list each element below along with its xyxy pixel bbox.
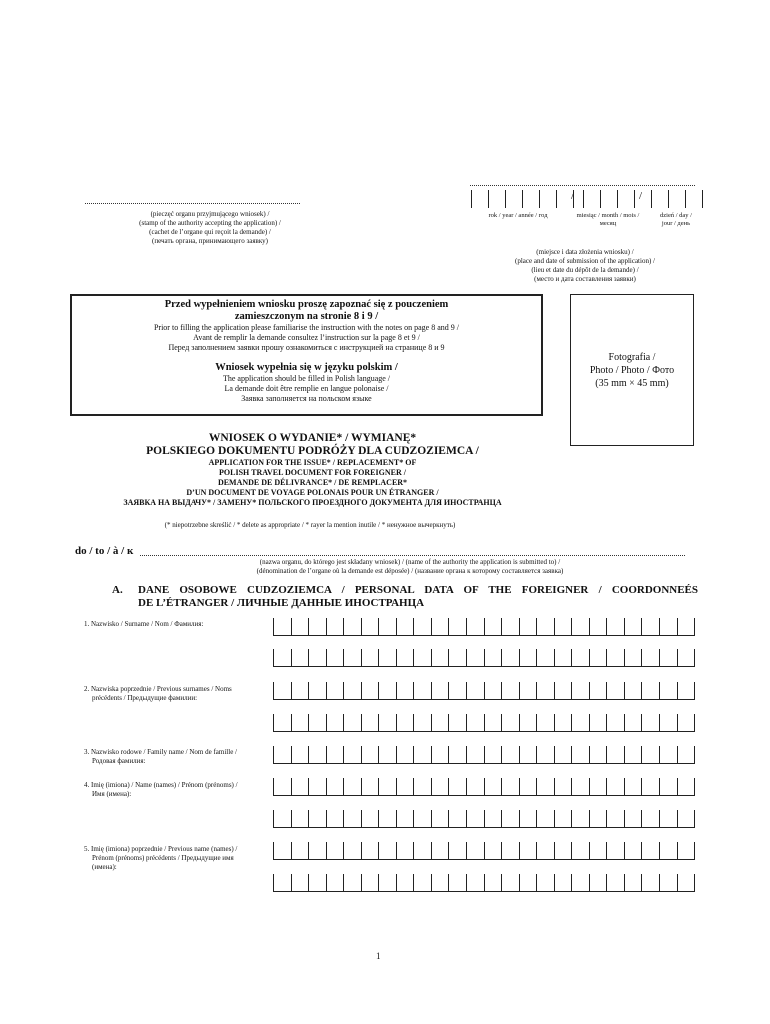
char-box[interactable] [308,842,326,860]
char-box[interactable] [501,714,519,732]
title-fr-1: DEMANDE DE DÉLIVRANCE* / DE REMPLACER* [217,478,408,487]
stamp-caption [90,210,330,246]
char-box[interactable] [624,618,642,636]
char-box[interactable] [641,618,659,636]
char-box[interactable] [343,746,361,764]
form-title [60,432,565,508]
char-box[interactable] [396,874,414,892]
char-box[interactable] [519,746,537,764]
char-box[interactable] [326,682,344,700]
char-box[interactable] [624,874,642,892]
char-box[interactable] [484,874,502,892]
char-box[interactable] [624,682,642,700]
char-box[interactable] [624,778,642,796]
previous-names-label-1: 5. Imię (imiona) poprzednie / Previous name (names) / [84,845,238,853]
char-box[interactable] [624,842,642,860]
instruction-fr: Avant de remplir la demande consultez l’instruction sur la page 8 et 9 / [193,333,420,342]
char-box[interactable] [431,682,449,700]
char-box[interactable] [641,842,659,860]
char-box[interactable] [536,618,554,636]
char-box[interactable] [589,874,607,892]
char-box[interactable] [396,842,414,860]
char-box[interactable] [431,810,449,828]
char-box[interactable] [677,810,696,828]
photo-label-multi: Photo / Photo / Фото [589,364,675,376]
surname-label [84,620,274,629]
char-box[interactable] [641,810,659,828]
title-en-1: APPLICATION FOR THE ISSUE* / REPLACEMENT* OF [208,458,417,467]
addressee-caption-2: (dénomination de l’organe où la demande est déposée) / (название органа к которому составляется заявка) [256,567,564,575]
char-box[interactable] [589,778,607,796]
char-box[interactable] [536,874,554,892]
previous-names-label [84,845,274,872]
family-name-label-1: 3. Nazwisko rodowe / Family name / Nom de famille / [84,748,237,756]
char-box[interactable] [466,649,484,667]
instruction-en: Prior to filling the application please familiarise the instruction with the notes on page 8 and 9 / [153,323,460,332]
char-box[interactable] [448,618,466,636]
previous-names-boxes-row2[interactable] [273,874,695,892]
char-box[interactable] [571,778,589,796]
surname-label-text: 1. Nazwisko / Surname / Nom / Фамилия: [84,620,204,628]
char-box[interactable] [659,842,677,860]
char-box[interactable] [571,810,589,828]
char-box[interactable] [378,649,396,667]
char-box[interactable] [659,618,677,636]
char-box[interactable] [326,618,344,636]
char-box[interactable] [484,746,502,764]
char-box[interactable] [484,778,502,796]
char-box[interactable] [448,649,466,667]
char-box[interactable] [308,714,326,732]
addressee-prefix: do / to / à / к [75,545,134,557]
char-box[interactable] [413,874,431,892]
char-box[interactable] [343,874,361,892]
char-box[interactable] [413,649,431,667]
char-box[interactable] [659,746,677,764]
char-box[interactable] [326,842,344,860]
char-box[interactable] [273,746,291,764]
char-box[interactable] [677,714,696,732]
char-box[interactable] [308,618,326,636]
char-box[interactable] [273,714,291,732]
char-box[interactable] [413,778,431,796]
date-separator: / [639,190,643,202]
char-box[interactable] [659,874,677,892]
char-box[interactable] [466,778,484,796]
char-box[interactable] [659,682,677,700]
char-box[interactable] [554,714,572,732]
month-label: miesiąc / month / mois / месяц [576,212,640,227]
char-box[interactable] [466,746,484,764]
char-box[interactable] [413,682,431,700]
char-box[interactable] [571,649,589,667]
language-heading: Wniosek wypełnia się w języku polskim / [215,362,398,373]
submission-caption-en: (place and date of submission of the application) / [515,257,655,265]
char-box[interactable] [361,810,379,828]
surname-boxes-row2[interactable] [273,649,695,667]
char-box[interactable] [343,714,361,732]
char-box[interactable] [361,746,379,764]
char-box[interactable] [606,618,624,636]
char-box[interactable] [677,746,696,764]
char-box[interactable] [273,682,291,700]
char-box[interactable] [677,618,696,636]
char-box[interactable] [378,810,396,828]
char-box[interactable] [308,778,326,796]
char-box[interactable] [273,618,291,636]
instruction-ru: Перед заполнением заявки прошу ознакомиться с инструкцией на странице 8 и 9 [168,343,445,352]
char-box[interactable] [361,874,379,892]
char-box[interactable] [361,618,379,636]
date-separator: / [571,190,575,202]
char-box[interactable] [589,618,607,636]
char-box[interactable] [484,682,502,700]
char-box[interactable] [606,874,624,892]
language-fr: La demande doit être remplie en langue polonaise / [224,384,389,393]
char-box[interactable] [571,746,589,764]
language-en: The application should be filled in Polish language / [222,374,391,383]
day-label: dzień / day / jour / день [660,212,692,227]
previous-names-label-2: Prénom (prénoms) précédents / Предыдущие имя [92,854,234,862]
char-box[interactable] [448,874,466,892]
char-box[interactable] [431,778,449,796]
char-box[interactable] [361,778,379,796]
char-box[interactable] [501,746,519,764]
char-box[interactable] [536,649,554,667]
char-box[interactable] [308,874,326,892]
instruction-box [70,294,543,416]
place-line [470,185,695,186]
char-box[interactable] [466,842,484,860]
char-box[interactable] [361,714,379,732]
char-box[interactable] [484,618,502,636]
char-box[interactable] [291,842,309,860]
char-box[interactable] [536,682,554,700]
char-box[interactable] [326,778,344,796]
asterisk-note: (* niepotrzebne skreślić / * delete as appropriate / * rayer la mention inutile / * ненужное вычеркнуть) [164,521,456,529]
char-box[interactable] [396,618,414,636]
char-box[interactable] [536,778,554,796]
char-box[interactable] [571,874,589,892]
char-box[interactable] [641,874,659,892]
section-letter: A. [112,584,123,596]
char-box[interactable] [466,682,484,700]
char-box[interactable] [466,874,484,892]
char-box[interactable] [589,682,607,700]
stamp-caption-pl: (pieczęć organu przyjmującego wniosek) / [150,210,270,218]
char-box[interactable] [413,810,431,828]
char-box[interactable] [501,778,519,796]
char-box[interactable] [554,842,572,860]
page-number: 1 [376,951,381,961]
char-box[interactable] [273,649,291,667]
char-box[interactable] [291,682,309,700]
previous-surnames-label [84,685,274,703]
first-name-label [84,781,274,799]
char-box[interactable] [448,778,466,796]
char-box[interactable] [343,778,361,796]
char-box[interactable] [484,714,502,732]
title-ru: ЗАЯВКА НА ВЫДАЧУ* / ЗАМЕНУ* ПОЛЬСКОГО ПРОЕЗДНОГО ДОКУМЕНТА ДЛЯ ИНОСТРАНЦА [123,498,502,507]
first-name-label-2: Имя (имена): [92,790,132,798]
char-box[interactable] [519,714,537,732]
char-box[interactable] [554,618,572,636]
char-box[interactable] [291,778,309,796]
char-box[interactable] [624,746,642,764]
char-box[interactable] [343,842,361,860]
char-box[interactable] [536,714,554,732]
char-box[interactable] [326,714,344,732]
char-box[interactable] [589,714,607,732]
char-box[interactable] [431,842,449,860]
submission-caption [480,248,690,284]
char-box[interactable] [589,649,607,667]
char-box[interactable] [554,682,572,700]
char-box[interactable] [361,842,379,860]
char-box[interactable] [396,649,414,667]
char-box[interactable] [536,842,554,860]
char-box[interactable] [308,746,326,764]
char-box[interactable] [571,714,589,732]
char-box[interactable] [606,746,624,764]
char-box[interactable] [554,810,572,828]
char-box[interactable] [361,649,379,667]
char-box[interactable] [641,714,659,732]
char-box[interactable] [413,714,431,732]
stamp-caption-fr: (cachet de l’organe qui reçoit la demande) / [149,228,271,236]
char-box[interactable] [273,874,291,892]
char-box[interactable] [273,810,291,828]
char-box[interactable] [413,618,431,636]
section-title-1: DANE OSOBOWE CUDZOZIEMCA / PERSONAL DATA OF THE FOREIGNER / COORDONNEÉS [138,584,698,596]
year-label: rok / year / année / год [488,212,548,219]
char-box[interactable] [431,649,449,667]
char-box[interactable] [448,810,466,828]
char-box[interactable] [501,842,519,860]
char-box[interactable] [431,874,449,892]
char-box[interactable] [378,842,396,860]
family-name-label [84,748,274,766]
first-name-boxes-row1[interactable] [273,778,695,796]
char-box[interactable] [484,810,502,828]
previous-surnames-boxes-row1[interactable] [273,682,695,700]
char-box[interactable] [501,649,519,667]
char-box[interactable] [606,810,624,828]
char-box[interactable] [291,618,309,636]
char-box[interactable] [641,746,659,764]
char-box[interactable] [519,874,537,892]
char-box[interactable] [554,746,572,764]
title-pl-1: WNIOSEK O WYDANIE* / WYMIANĘ* [208,432,417,444]
char-box[interactable] [677,682,696,700]
char-box[interactable] [571,682,589,700]
stamp-caption-en: (stamp of the authority accepting the application) / [139,219,281,227]
char-box[interactable] [536,746,554,764]
char-box[interactable] [273,842,291,860]
char-box[interactable] [659,649,677,667]
char-box[interactable] [326,810,344,828]
addressee-caption [180,558,640,576]
char-box[interactable] [378,618,396,636]
previous-surnames-label-2: précédents / Предыдущие фамилии: [92,694,198,702]
stamp-caption-ru: (печать органа, принимающего заявку) [152,237,268,245]
char-box[interactable] [273,778,291,796]
char-box[interactable] [291,714,309,732]
char-box[interactable] [641,649,659,667]
addressee-field[interactable] [140,555,685,556]
char-box[interactable] [343,810,361,828]
char-box[interactable] [448,714,466,732]
char-box[interactable] [519,778,537,796]
char-box[interactable] [308,649,326,667]
char-box[interactable] [571,618,589,636]
char-box[interactable] [291,874,309,892]
char-box[interactable] [641,778,659,796]
char-box[interactable] [606,842,624,860]
char-box[interactable] [378,682,396,700]
char-box[interactable] [677,649,696,667]
char-box[interactable] [431,618,449,636]
char-box[interactable] [466,618,484,636]
char-box[interactable] [677,874,696,892]
char-box[interactable] [431,714,449,732]
day-boxes[interactable] [651,190,703,208]
char-box[interactable] [378,714,396,732]
char-box[interactable] [484,842,502,860]
title-en-2: POLISH TRAVEL DOCUMENT FOR FOREIGNER / [219,468,406,477]
char-box[interactable] [378,746,396,764]
char-box[interactable] [554,778,572,796]
char-box[interactable] [624,649,642,667]
char-box[interactable] [413,842,431,860]
char-box[interactable] [448,682,466,700]
char-box[interactable] [396,810,414,828]
char-box[interactable] [606,682,624,700]
char-box[interactable] [519,810,537,828]
char-box[interactable] [291,649,309,667]
char-box[interactable] [361,682,379,700]
char-box[interactable] [343,682,361,700]
char-box[interactable] [624,714,642,732]
char-box[interactable] [396,714,414,732]
first-name-boxes-row2[interactable] [273,810,695,828]
char-box[interactable] [677,842,696,860]
char-box[interactable] [448,746,466,764]
char-box[interactable] [519,682,537,700]
char-box[interactable] [519,842,537,860]
char-box[interactable] [519,618,537,636]
char-box[interactable] [554,649,572,667]
char-box[interactable] [396,746,414,764]
char-box[interactable] [343,618,361,636]
char-box[interactable] [501,874,519,892]
previous-surnames-boxes-row2[interactable] [273,714,695,732]
char-box[interactable] [326,649,344,667]
char-box[interactable] [484,649,502,667]
previous-names-label-3: (имена): [92,863,117,871]
char-box[interactable] [326,874,344,892]
char-box[interactable] [589,746,607,764]
char-box[interactable] [291,746,309,764]
char-box[interactable] [466,810,484,828]
char-box[interactable] [624,810,642,828]
char-box[interactable] [589,810,607,828]
photo-size: (35 mm × 45 mm) [595,377,669,389]
instruction-heading-cont: zamieszczonym na stronie 8 i 9 / [234,311,379,322]
year-boxes[interactable] [471,190,574,208]
char-box[interactable] [326,746,344,764]
first-name-label-1: 4. Imię (imiona) / Name (names) / Prénom (prénoms) / [84,781,238,789]
stamp-line [85,203,300,204]
char-box[interactable] [378,778,396,796]
char-box[interactable] [606,778,624,796]
section-title-2: DE L’ÉTRANGER / ЛИЧНЫЕ ДАННЫЕ ИНОСТРАНЦА [138,597,425,609]
char-box[interactable] [659,714,677,732]
char-box[interactable] [589,842,607,860]
char-box[interactable] [378,874,396,892]
instruction-heading: Przed wypełnieniem wniosku proszę zapoznać się z pouczeniem [164,299,449,310]
title-pl-2: POLSKIEGO DOKUMENTU PODRÓŻY DLA CUDZOZIEMCA / [146,445,479,457]
char-box[interactable] [519,649,537,667]
family-name-label-2: Родовая фамилия: [92,757,146,765]
char-box[interactable] [554,874,572,892]
char-box[interactable] [413,746,431,764]
char-box[interactable] [659,778,677,796]
char-box[interactable] [396,682,414,700]
surname-boxes-row1[interactable] [273,618,695,636]
char-box[interactable] [308,810,326,828]
char-box[interactable] [677,778,696,796]
char-box[interactable] [396,778,414,796]
photo-label-pl: Fotografia / [608,351,656,363]
photo-box [570,294,694,446]
char-box[interactable] [571,842,589,860]
char-box[interactable] [501,810,519,828]
char-box[interactable] [606,649,624,667]
submission-caption-pl: (miejsce i data złożenia wniosku) / [536,248,634,256]
submission-caption-fr: (lieu et date du dépôt de la demande) / [531,266,639,274]
char-box[interactable] [501,618,519,636]
language-ru: Заявка заполняется на польском языке [241,394,372,403]
char-box[interactable] [641,682,659,700]
char-box[interactable] [606,714,624,732]
char-box[interactable] [343,649,361,667]
family-name-boxes[interactable] [273,746,695,764]
char-box[interactable] [308,682,326,700]
previous-names-boxes-row1[interactable] [273,842,695,860]
previous-surnames-label-1: 2. Nazwiska poprzednie / Previous surnames / Noms [84,685,232,693]
char-box[interactable] [659,810,677,828]
char-box[interactable] [448,842,466,860]
title-fr-2: D’UN DOCUMENT DE VOYAGE POLONAIS POUR UN ÉTRANGER / [186,488,439,497]
char-box[interactable] [431,746,449,764]
char-box[interactable] [501,682,519,700]
month-boxes[interactable] [583,190,635,208]
char-box[interactable] [291,810,309,828]
addressee-caption-1: (nazwa organu, do którego jest składany wniosek) / (name of the authority the application is submitted to) / [259,558,561,566]
char-box[interactable] [536,810,554,828]
char-box[interactable] [466,714,484,732]
submission-caption-ru: (место и дата составления заявки) [534,275,636,283]
